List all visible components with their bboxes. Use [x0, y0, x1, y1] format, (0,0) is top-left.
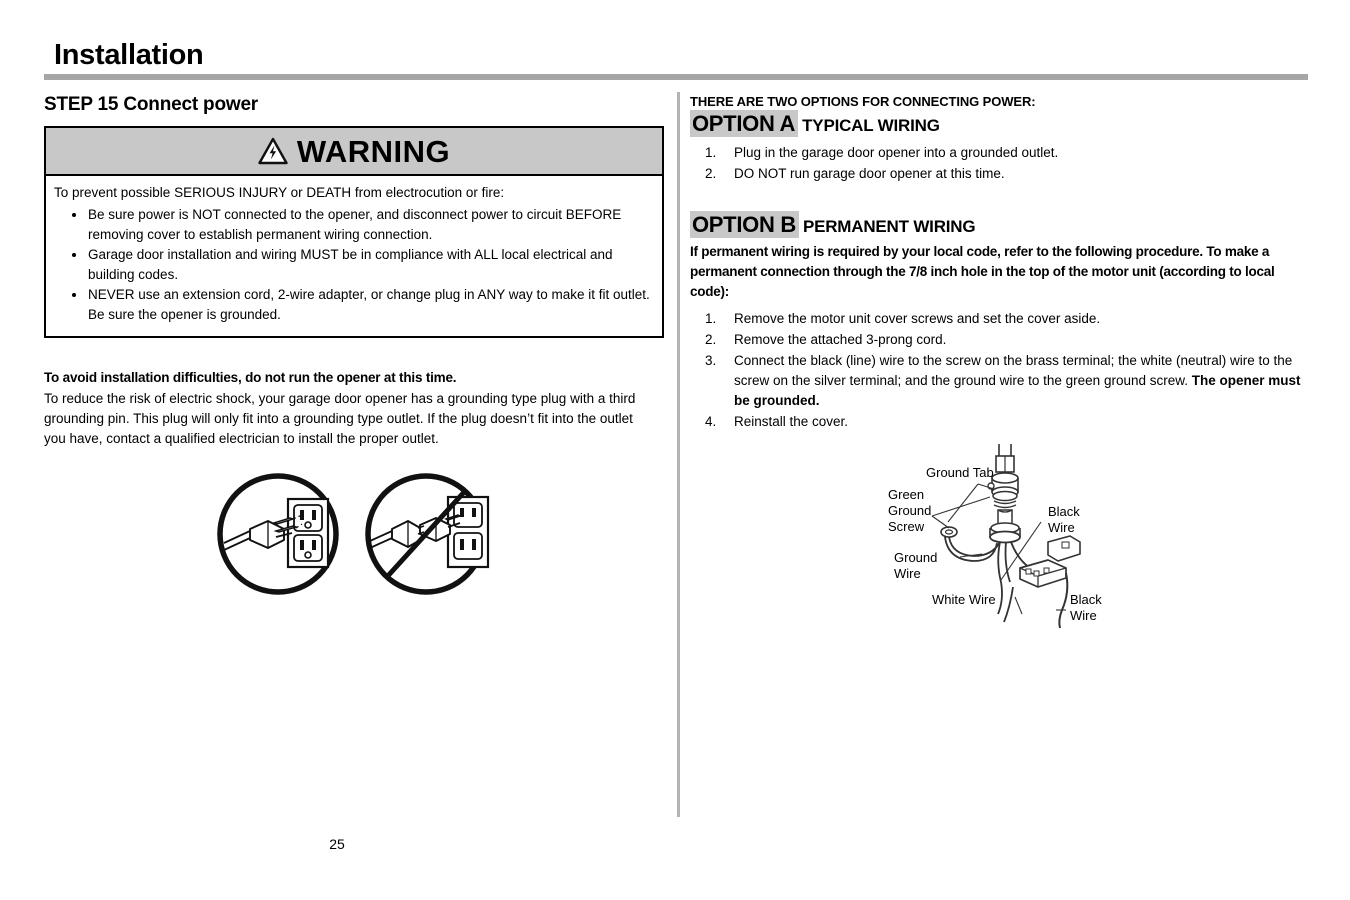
prohibited-adapter-plug-figure	[362, 471, 490, 597]
page-header	[44, 40, 1308, 80]
label-ground-wire-line1: Ground	[894, 549, 938, 565]
warning-triangle-lightning-icon	[258, 137, 288, 165]
warning-box	[44, 126, 664, 338]
page-number	[0, 836, 1350, 852]
option-b-intro: If permanent wiring is required by your local code, refer to the following procedure. To make a permanent connection through the 7/8 inch hole in the top of the motor unit (according to local code):	[690, 243, 1275, 300]
label-ground-wire-line2: Wire	[894, 565, 921, 581]
option-b-steps	[690, 309, 1308, 432]
option-b-block	[690, 212, 1308, 432]
step-heading: STEP 15 Connect power	[44, 94, 259, 115]
option-a-steps	[690, 143, 1308, 184]
warning-bullet: Be sure power is NOT connected to the opener, and disconnect power to circuit BEFORE removing cover to establish permanent wiring connection.	[72, 205, 652, 244]
list-item: 1. Remove the motor unit cover screws and set the cover aside.	[720, 309, 1308, 329]
label-black-wire-top-line2: Wire	[1048, 519, 1075, 535]
label-ground-tab: Ground Tab	[926, 464, 994, 480]
left-column	[44, 94, 668, 597]
label-green-ground-screw-line3: Screw	[888, 518, 925, 534]
list-item: 2. Remove the attached 3-prong cord.	[720, 330, 1308, 350]
list-item: 1. Plug in the garage door opener into a grounded outlet.	[720, 143, 1308, 163]
plug-figures	[214, 471, 668, 597]
option-a-heading	[690, 111, 1308, 137]
motor-unit-wiring-diagram	[870, 442, 1120, 632]
warning-bullet-list	[54, 205, 652, 324]
warning-bar	[46, 128, 662, 176]
warning-bullet: NEVER use an extension cord, 2-wire adapter, or change plug in ANY way to make it fit outlet. Be sure the opener is grounded.	[72, 285, 652, 324]
warning-bullet: Garage door installation and wiring MUST be in compliance with ALL local electrical and building codes.	[72, 245, 652, 284]
option-b-heading	[690, 212, 1308, 238]
warning-intro: To prevent possible SERIOUS INJURY or DEATH from electrocution or fire:	[54, 185, 505, 200]
list-item: 2. DO NOT run garage door opener at this time.	[720, 164, 1308, 184]
page-title: Installation	[54, 39, 204, 71]
correct-grounded-plug-figure	[214, 471, 342, 597]
option-a-tag: OPTION A	[690, 110, 798, 137]
list-item-emphasis: The opener must be grounded.	[734, 372, 1301, 408]
header-rule	[44, 74, 1308, 80]
options-intro: THERE ARE TWO OPTIONS FOR CONNECTING POWER:	[690, 94, 1036, 109]
warning-body	[46, 176, 662, 336]
option-b-subtitle: PERMANENT WIRING	[802, 216, 976, 236]
label-green-ground-screw-line2: Ground	[888, 502, 932, 518]
list-item-text: Connect the black (line) wire to the screw on the brass terminal; the white (neutral) wire to the screw on the silver terminal; and the ground wire to the green ground screw.	[734, 352, 1293, 388]
label-black-wire-top-line1: Black	[1048, 503, 1080, 519]
column-divider	[677, 92, 680, 817]
list-item	[720, 351, 1308, 411]
page-number-value: 25	[329, 836, 345, 852]
label-green-ground-screw-line1: Green	[888, 486, 925, 502]
option-a-subtitle: TYPICAL WIRING	[802, 116, 940, 135]
wiring-figure	[870, 442, 1308, 637]
electric-shock-paragraph: To reduce the risk of electric shock, your garage door opener has a grounding type plug with a third grounding pin. This plug will only fit into a grounding type outlet. If the plug doesn’t fit into the outlet you have, contact a qualified electrician to install the proper outlet.	[44, 390, 636, 447]
warning-label: WARNING	[296, 133, 451, 169]
option-b-tag: OPTION B	[690, 211, 799, 238]
list-item: 4. Reinstall the cover.	[720, 412, 1308, 432]
label-white-wire: White Wire	[932, 591, 996, 607]
avoid-difficulties-note: To avoid installation difficulties, do not run the opener at this time.	[44, 369, 457, 385]
label-black-wire-bottom-line1: Black	[1070, 591, 1102, 607]
label-black-wire-bottom-line2: Wire	[1070, 607, 1097, 623]
right-column	[690, 94, 1308, 637]
